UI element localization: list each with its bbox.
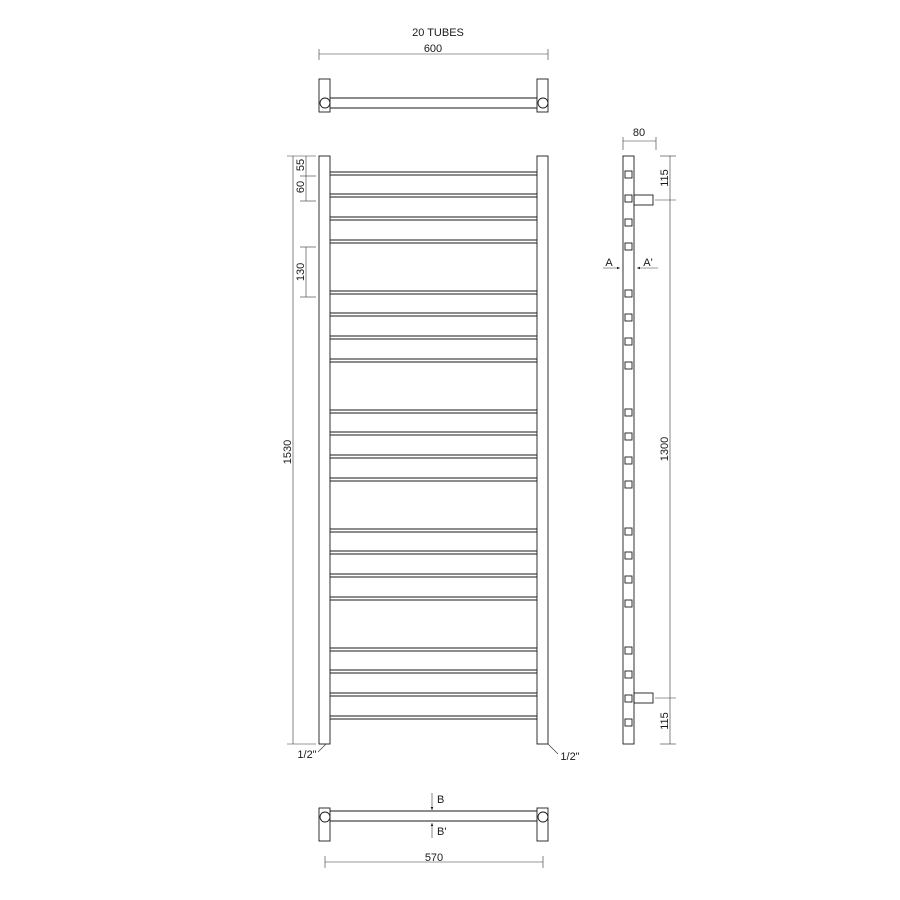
tube-section [625,719,632,726]
dimension-1530 [282,156,316,744]
bracket-offset-bottom-label: 115 [659,712,671,730]
wall-brackets [634,195,653,703]
bracket-offset-top-label: 115 [659,169,671,187]
group-gap-label: 130 [295,262,307,282]
section-b-label: B [437,794,445,806]
connection-left [297,744,326,761]
dimension-tube-pitch [295,156,316,201]
top-view [319,27,548,112]
tube-count-label: 20 TUBES [412,27,464,39]
tube-section [625,695,632,702]
tube-section [625,671,632,678]
dimension-570 [325,852,543,868]
tube-section [625,481,632,488]
tube-section [625,433,632,440]
bottom-view [319,793,548,868]
tube-section [625,171,632,178]
tube-section [625,576,632,583]
tube-section [625,195,632,202]
dimension-1300 [655,156,676,744]
section-a-label: A [605,257,613,269]
side-view [603,127,676,744]
section-b-prime-label: B' [437,826,447,838]
tube-section [625,457,632,464]
top-view-body [319,79,548,112]
overall-width-label: 600 [423,43,443,55]
tube-section [625,290,632,297]
bottom-view-body [319,808,548,841]
bracket-spacing-label: 1300 [659,436,671,462]
left-collector [319,156,330,744]
side-tube-sections [625,171,632,726]
tube-section [625,552,632,559]
tube-section [625,362,632,369]
connection-right [548,744,580,763]
tube-pitch-2-label: 55 [295,158,307,172]
bottom-pipe-spacing-label: 570 [424,852,444,864]
tube-section [625,314,632,321]
dimension-130 [295,247,316,297]
tube-section [625,647,632,654]
tube-section [625,409,632,416]
connection-left-label: 1/2" [297,749,317,761]
tube-group [330,172,537,719]
dimension-80 [623,127,656,150]
section-b-markers [432,793,446,838]
overall-height-label: 1530 [282,439,294,465]
front-view [282,156,580,763]
connection-right-label: 1/2" [560,751,580,763]
tube-section [625,219,632,226]
dimension-600 [319,43,548,60]
side-depth-label: 80 [632,127,646,139]
tube-pitch-1-label: 60 [295,180,307,194]
right-collector [537,156,548,744]
tube-section [625,528,632,535]
tube-section [625,600,632,607]
tube-section [625,243,632,250]
tube-section [625,338,632,345]
section-a-markers [603,257,658,269]
section-a-prime-label: A' [643,257,653,269]
